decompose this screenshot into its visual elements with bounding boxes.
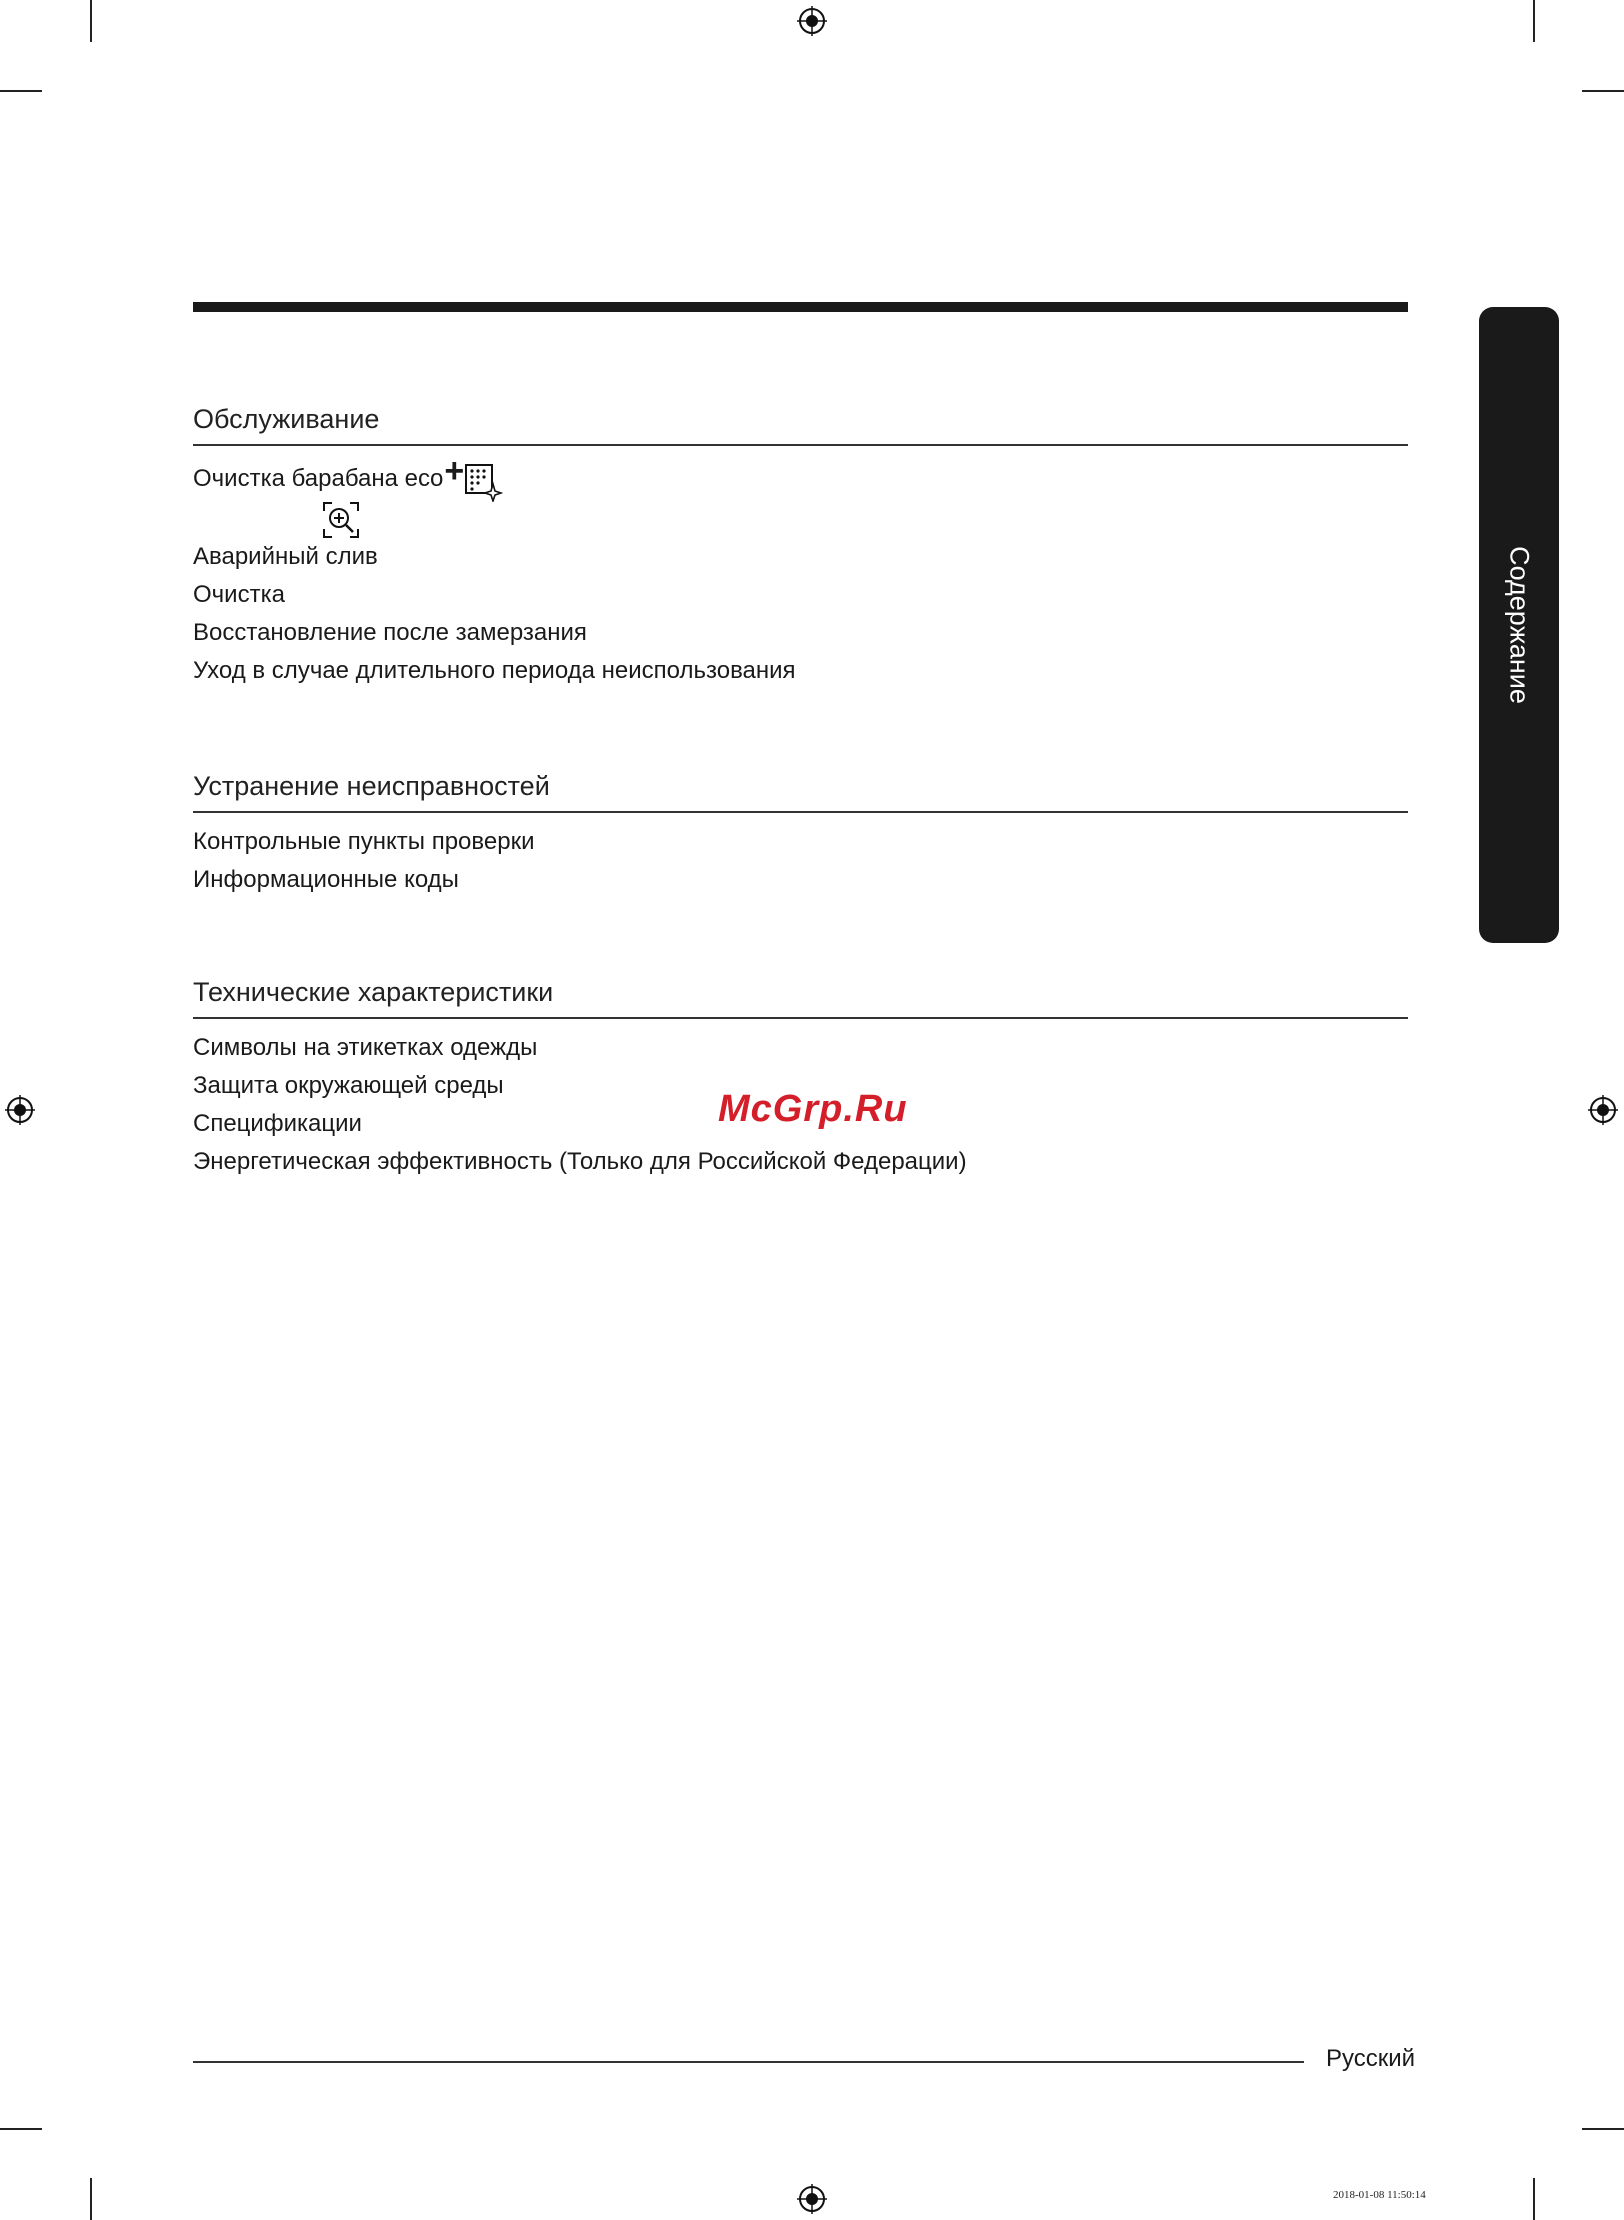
registration-mark-icon bbox=[1588, 1095, 1618, 1125]
crop-mark bbox=[90, 2178, 92, 2220]
toc-section-specifications bbox=[193, 975, 1408, 1181]
footer-divider bbox=[193, 2061, 1304, 2063]
crop-mark bbox=[0, 2128, 42, 2130]
crop-mark bbox=[90, 0, 92, 42]
section-divider bbox=[193, 811, 1408, 813]
toc-list bbox=[193, 452, 1408, 690]
toc-item[interactable]: Спецификации bbox=[193, 1110, 362, 1137]
section-divider bbox=[193, 1017, 1408, 1019]
eco-plus-sign: + bbox=[444, 452, 465, 490]
registration-mark-icon bbox=[797, 6, 827, 36]
toc-item[interactable]: Восстановление после замерзания bbox=[193, 619, 587, 646]
crop-mark bbox=[1533, 0, 1535, 42]
section-title: Технические характеристики bbox=[193, 977, 554, 1007]
zoom-in-icon bbox=[321, 500, 361, 540]
print-timestamp: 2018-01-08 11:50:14 bbox=[1333, 2189, 1426, 2201]
toc-item[interactable]: Контрольные пункты проверки bbox=[193, 828, 535, 855]
contents-side-tab[interactable] bbox=[1479, 307, 1559, 943]
section-divider bbox=[193, 444, 1408, 446]
toc-item[interactable]: Очистка bbox=[193, 581, 285, 608]
grid-sparkle-icon bbox=[463, 462, 503, 502]
section-title: Устранение неисправностей bbox=[193, 771, 550, 801]
registration-mark-icon bbox=[797, 2184, 827, 2214]
crop-mark bbox=[1582, 90, 1624, 92]
crop-mark bbox=[0, 90, 42, 92]
section-title: Обслуживание bbox=[193, 404, 380, 434]
header-bar bbox=[193, 302, 1408, 312]
footer-language: Русский bbox=[1326, 2045, 1416, 2072]
crop-mark bbox=[1582, 2128, 1624, 2130]
toc-item[interactable]: Уход в случае длительного периода неиспользования bbox=[193, 657, 796, 684]
registration-mark-icon bbox=[5, 1095, 35, 1125]
toc-item[interactable]: Символы на этикетках одежды bbox=[193, 1034, 538, 1061]
side-tab-label: Содержание bbox=[1504, 546, 1535, 704]
toc-item[interactable]: Аварийный слив bbox=[193, 543, 378, 570]
toc-item[interactable]: Защита окружающей среды bbox=[193, 1072, 504, 1099]
toc-list bbox=[193, 823, 1408, 899]
crop-mark bbox=[1533, 2178, 1535, 2220]
toc-item[interactable]: Энергетическая эффективность (Только для Российской Федерации) bbox=[193, 1148, 967, 1175]
toc-section-maintenance bbox=[193, 402, 1408, 690]
toc-item[interactable]: Информационные коды bbox=[193, 866, 459, 893]
toc-item-label: Очистка барабана eco bbox=[193, 465, 444, 492]
toc-item[interactable] bbox=[193, 452, 1408, 538]
watermark: McGrp.Ru bbox=[718, 1088, 908, 1130]
toc-section-troubleshooting bbox=[193, 769, 1408, 899]
